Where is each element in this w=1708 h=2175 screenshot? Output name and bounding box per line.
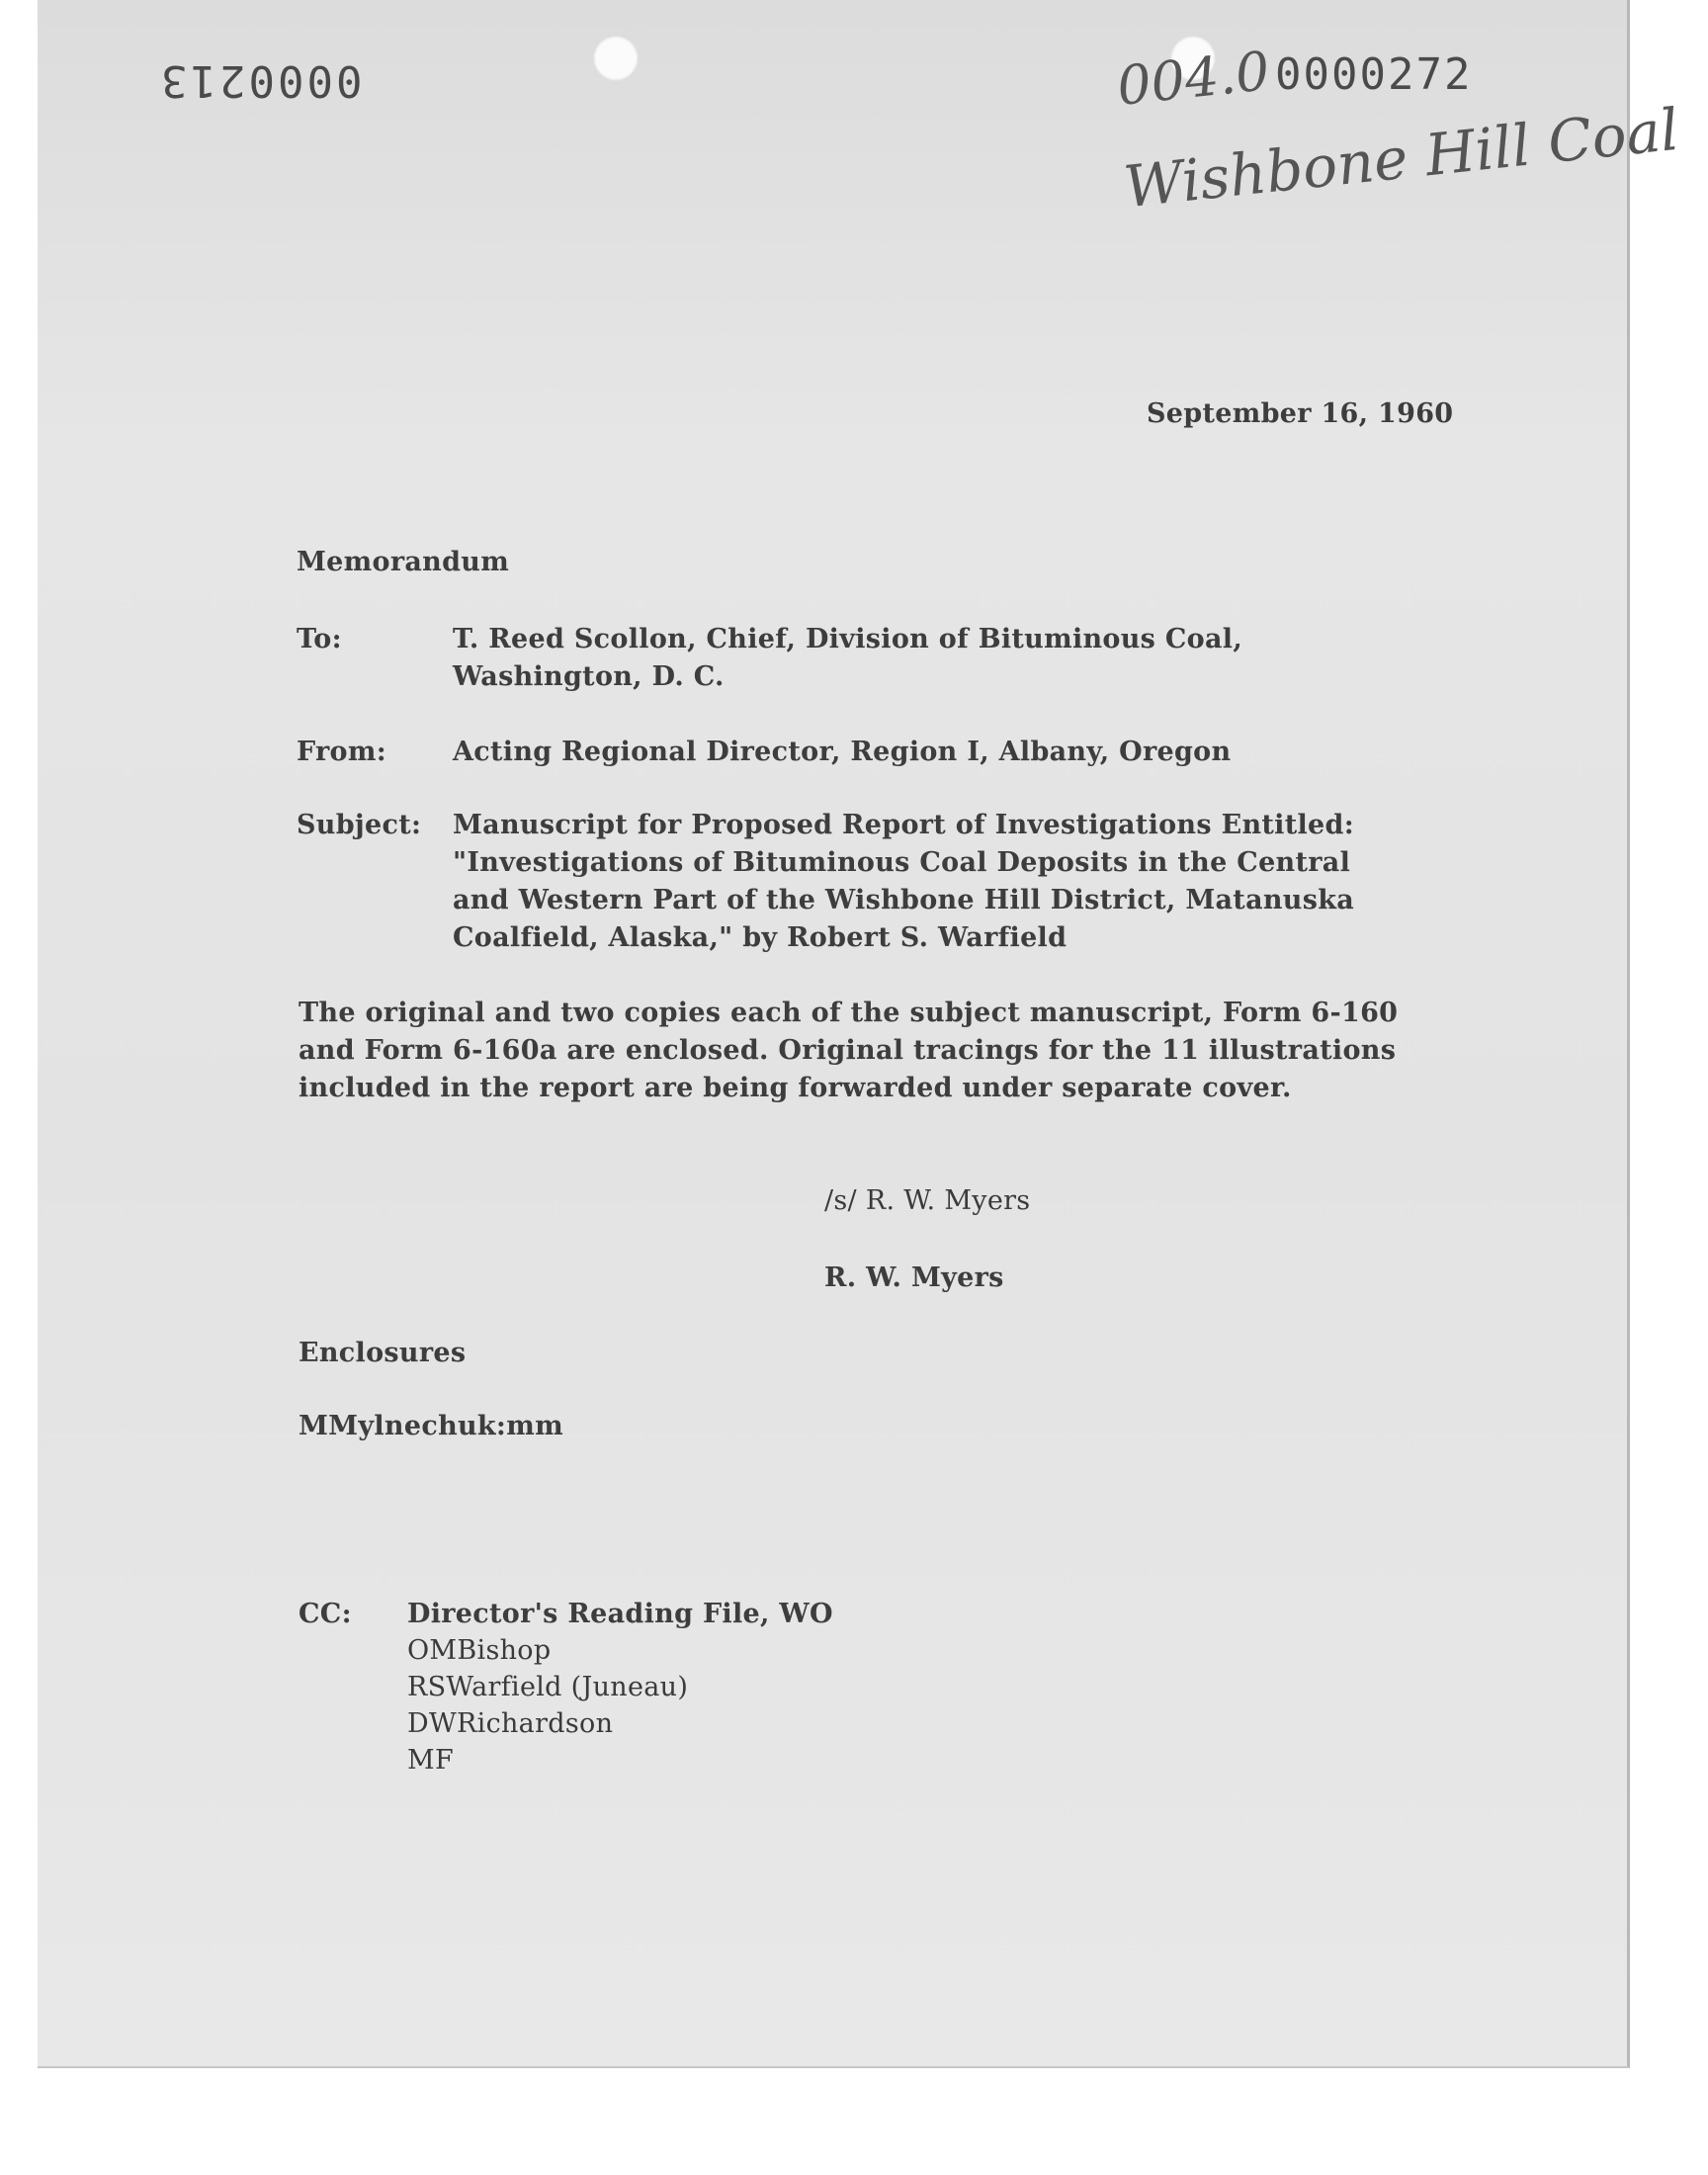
memo-heading: Memorandum [297,547,510,577]
page-stamp-number: 0000213 [158,55,363,106]
cc-item: MF [407,1745,454,1776]
cc-item: RSWarfield (Juneau) [407,1672,689,1702]
from-value: Acting Regional Director, Region I, Albany, Oregon [453,737,1232,767]
body-line: The original and two copies each of the subject manuscript, Form 6-160 [299,998,1399,1028]
subject-line: Coalfield, Alaska," by Robert S. Warfield [453,922,1068,953]
typist-initials: MMylnechuk:mm [299,1411,563,1441]
to-line: Washington, D. C. [453,661,725,692]
from-label: From: [297,737,386,767]
subject-value [453,807,1354,957]
signature-name: R. W. Myers [824,1262,1004,1293]
signature-typed: /s/ R. W. Myers [824,1185,1031,1216]
body-line: included in the report are being forwarded under separate cover. [299,1073,1292,1103]
punch-hole [593,36,639,81]
handwritten-file-name: Wishbone Hill Coal [1120,95,1682,221]
cc-label: CC: [299,1599,352,1629]
body-paragraph [299,995,1398,1107]
handwritten-file-code: 004.0 [1114,40,1273,118]
page-stamp-number: 0000272 [1275,49,1473,100]
cc-item: OMBishop [407,1635,552,1666]
to-line: T. Reed Scollon, Chief, Division of Bituminous Coal, [453,624,1243,654]
enclosures-label: Enclosures [299,1338,467,1368]
subject-line: "Investigations of Bituminous Coal Deposits in the Central [453,847,1351,878]
cc-item: DWRichardson [407,1708,614,1739]
memo-date: September 16, 1960 [1147,398,1454,429]
to-label: To: [297,624,342,654]
subject-label: Subject: [297,810,422,840]
cc-list [407,1596,833,1779]
to-value [453,621,1242,696]
cc-item: Director's Reading File, WO [407,1599,833,1629]
body-line: and Form 6-160a are enclosed. Original tracings for the 11 illustrations [299,1035,1397,1066]
subject-line: Manuscript for Proposed Report of Investigations Entitled: [453,810,1354,840]
subject-line: and Western Part of the Wishbone Hill District, Matanuska [453,885,1355,915]
